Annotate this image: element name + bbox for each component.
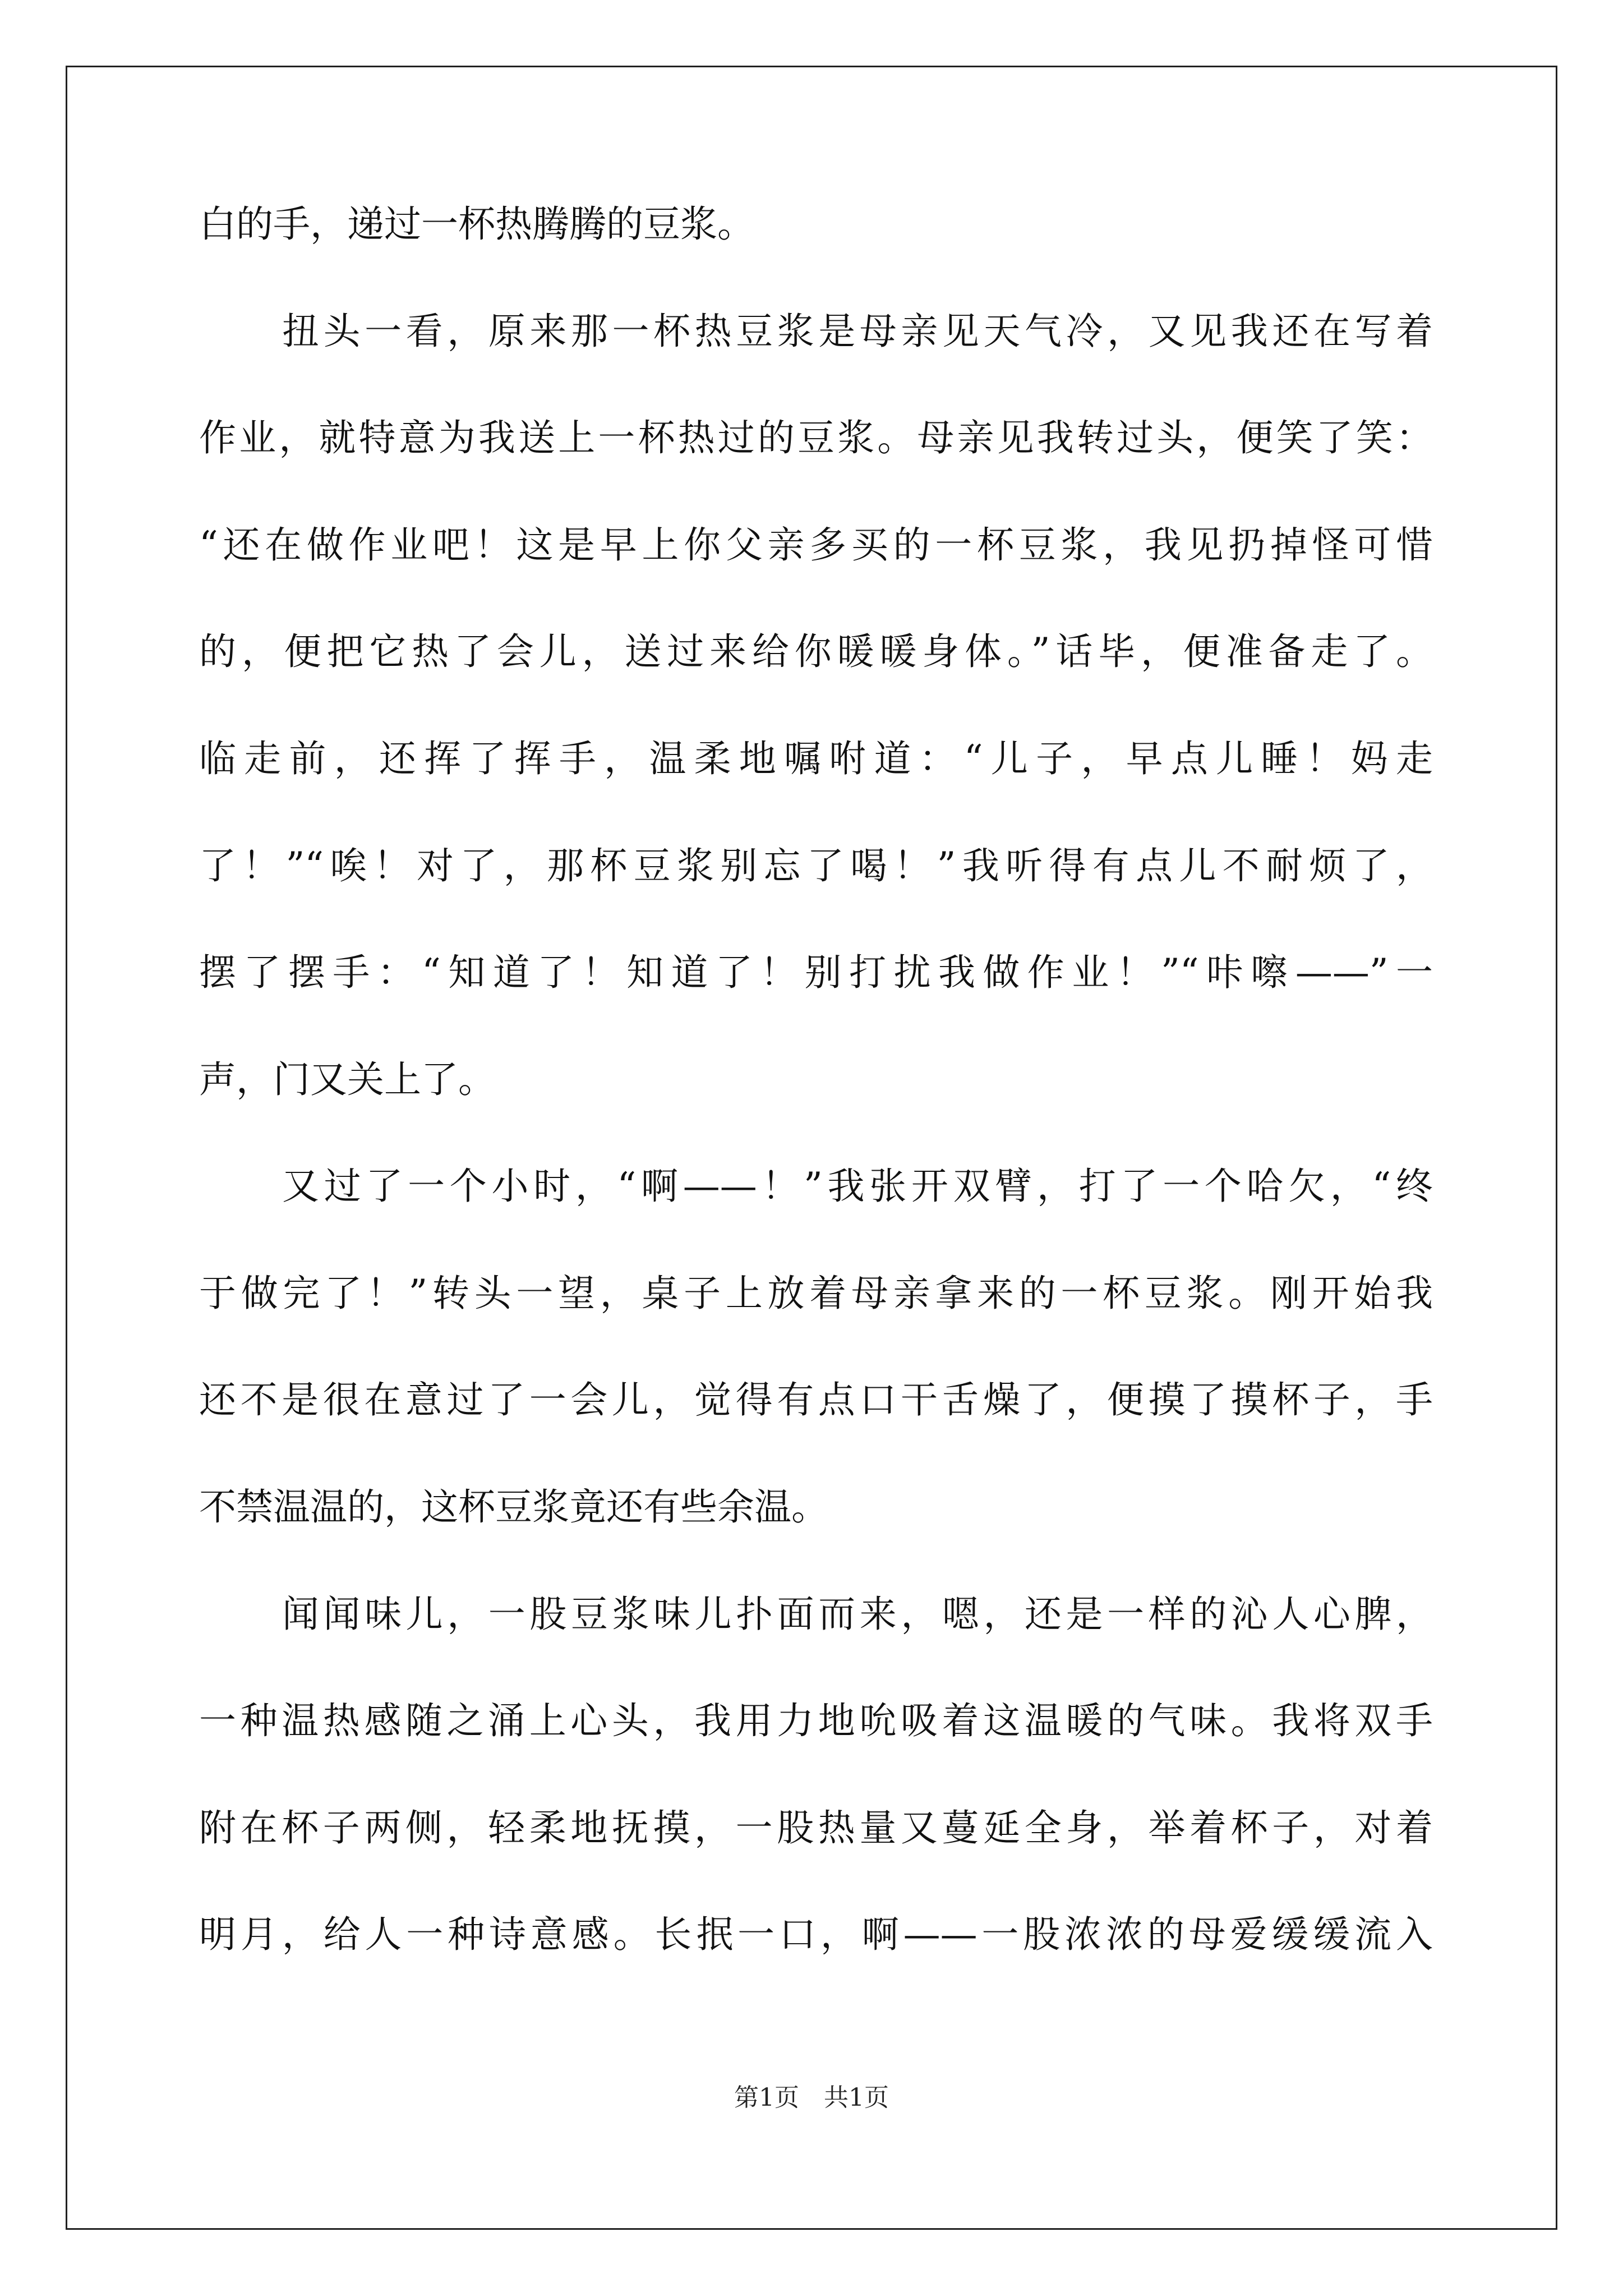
text-line: 扭头一看，原来那一杯热豆浆是母亲见天气冷，又见我还在写着 (282, 310, 1433, 353)
text-line: 于做完了！”转头一望，桌子上放着母亲拿来的一杯豆浆。刚开始我 (199, 1272, 1433, 1315)
text-line: 摆了摆手：“知道了！知道了！别打扰我做作业！”“咔嚓——”一 (199, 951, 1433, 994)
text-line: 作业，就特意为我送上一杯热过的豆浆。母亲见我转过头，便笑了笑： (199, 416, 1433, 459)
page-number-footer: 第1页 共1页 (734, 2083, 889, 2112)
text-line: 又过了一个小时，“啊——！”我张开双臂，打了一个哈欠，“终 (282, 1165, 1433, 1208)
text-line: 一种温热感随之涌上心头，我用力地吮吸着这温暖的气味。我将双手 (199, 1699, 1433, 1742)
text-line: 了！”“唉！对了，那杯豆浆别忘了喝！”我听得有点儿不耐烦了， (199, 844, 1433, 887)
text-line: 声，门又关上了。 (199, 1058, 495, 1101)
text-line: 还不是很在意过了一会儿，觉得有点口干舌燥了，便摸了摸杯子，手 (199, 1378, 1433, 1421)
text-line: 白的手，递过一杯热腾腾的豆浆。 (199, 203, 754, 246)
text-line: 附在杯子两侧，轻柔地抚摸，一股热量又蔓延全身，举着杯子，对着 (199, 1806, 1433, 1849)
text-line: “还在做作业吧！这是早上你父亲多买的一杯豆浆，我见扔掉怪可惜 (199, 523, 1433, 567)
text-line: 明月，给人一种诗意感。长抿一口，啊——一股浓浓的母爱缓缓流入 (199, 1913, 1433, 1956)
text-line: 临走前，还挥了挥手，温柔地嘱咐道：“儿子，早点儿睡！妈走 (199, 737, 1433, 780)
text-line: 闻闻味儿，一股豆浆味儿扑面而来，嗯，还是一样的沁人心脾， (282, 1593, 1433, 1636)
text-line: 的，便把它热了会儿，送过来给你暖暖身体。”话毕，便准备走了。 (199, 630, 1433, 673)
page-border (66, 66, 1557, 2230)
text-line: 不禁温温的，这杯豆浆竟还有些余温。 (199, 1485, 828, 1529)
